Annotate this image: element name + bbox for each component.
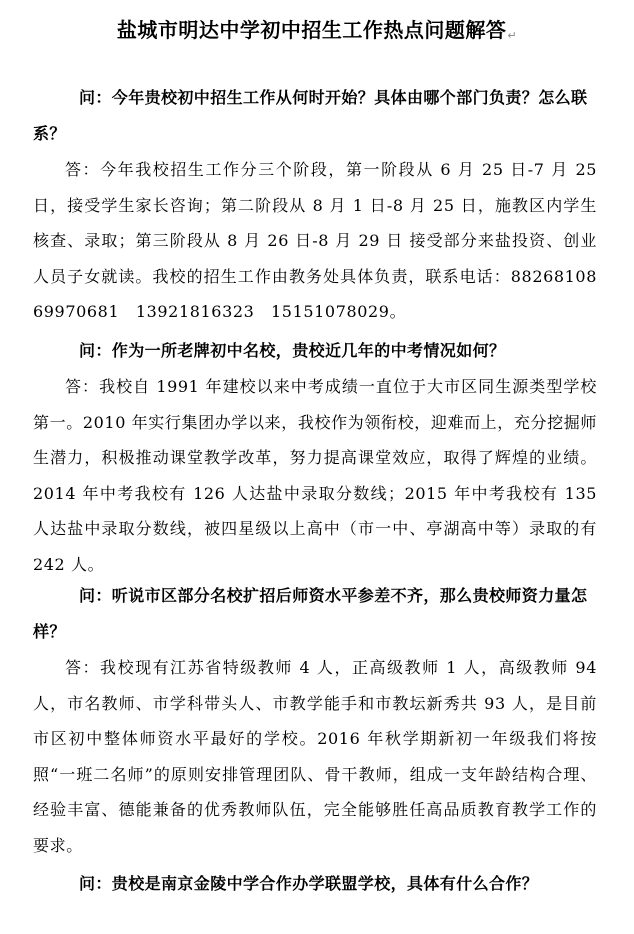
- answer-2: 答：我校自 1991 年建校以来中考成绩一直位于大市区同生源类型学校第一。2010 年实行集团办学以来，我校作为领衔校，迎难而上，充分挖掘师生潜力，积极推动课堂教学改革，努力提高课堂效应，取得了辉煌的业绩。2014 年中考我校有 126 人达盐中录取分数线；2015 年中考我校有 135 人达盐中录取分数线，被四星级以上高中（市一中、亭湖高中等）录取的有 242 人。: [33, 377, 597, 574]
- question-3: 问：听说市区部分名校扩招后师资水平参差不齐，那么贵校师资力量怎样？: [33, 586, 588, 641]
- question-2: 问：作为一所老牌初中名校，贵校近几年的中考情况如何？: [79, 341, 506, 360]
- qa-item-3: [33, 578, 597, 863]
- answer-1: 答：今年我校招生工作分三个阶段，第一阶段从 6 月 25 日-7 月 25 日，接受学生家长咨询；第二阶段从 8 月 1 日-8 月 25 日，施教区内学生核查、录取；第三阶段从 8 月 26 日-8 月 29 日 接受部分来盐投资、创业人员子女就读。我校的招生工作由教务处具体负责，联系电话：88268108 69970681 13921816323 15151078029。: [33, 160, 614, 321]
- question-4: 问：贵校是南京金陵中学合作办学联盟学校，具体有什么合作？: [79, 874, 539, 893]
- answer-3: 答：我校现有江苏省特级教师 4 人，正高级教师 1 人，高级教师 94 人，市名教师、市学科带头人、市教学能手和市教坛新秀共 93 人，是目前市区初中整体师资水平最好的学校。2016 年秋学期新初一年级我们将按照“一班二名师”的原则安排管理团队、骨干教师，组成一支年龄结构合理、经验丰富、德能兼备的优秀教师队伍，完全能够胜任高品质教育教学工作的要求。: [33, 658, 597, 855]
- question-1: 问：今年贵校初中招生工作从何时开始？具体由哪个部门负责？怎么联系？: [33, 88, 588, 143]
- paragraph-mark-icon: ↵: [507, 29, 518, 42]
- qa-item-4: [33, 866, 597, 902]
- document-title: [0, 14, 634, 43]
- qa-item-2: [33, 333, 597, 582]
- qa-item-1: [33, 80, 614, 330]
- document-title-text: 盐城市明达中学初中招生工作热点问题解答: [116, 18, 507, 42]
